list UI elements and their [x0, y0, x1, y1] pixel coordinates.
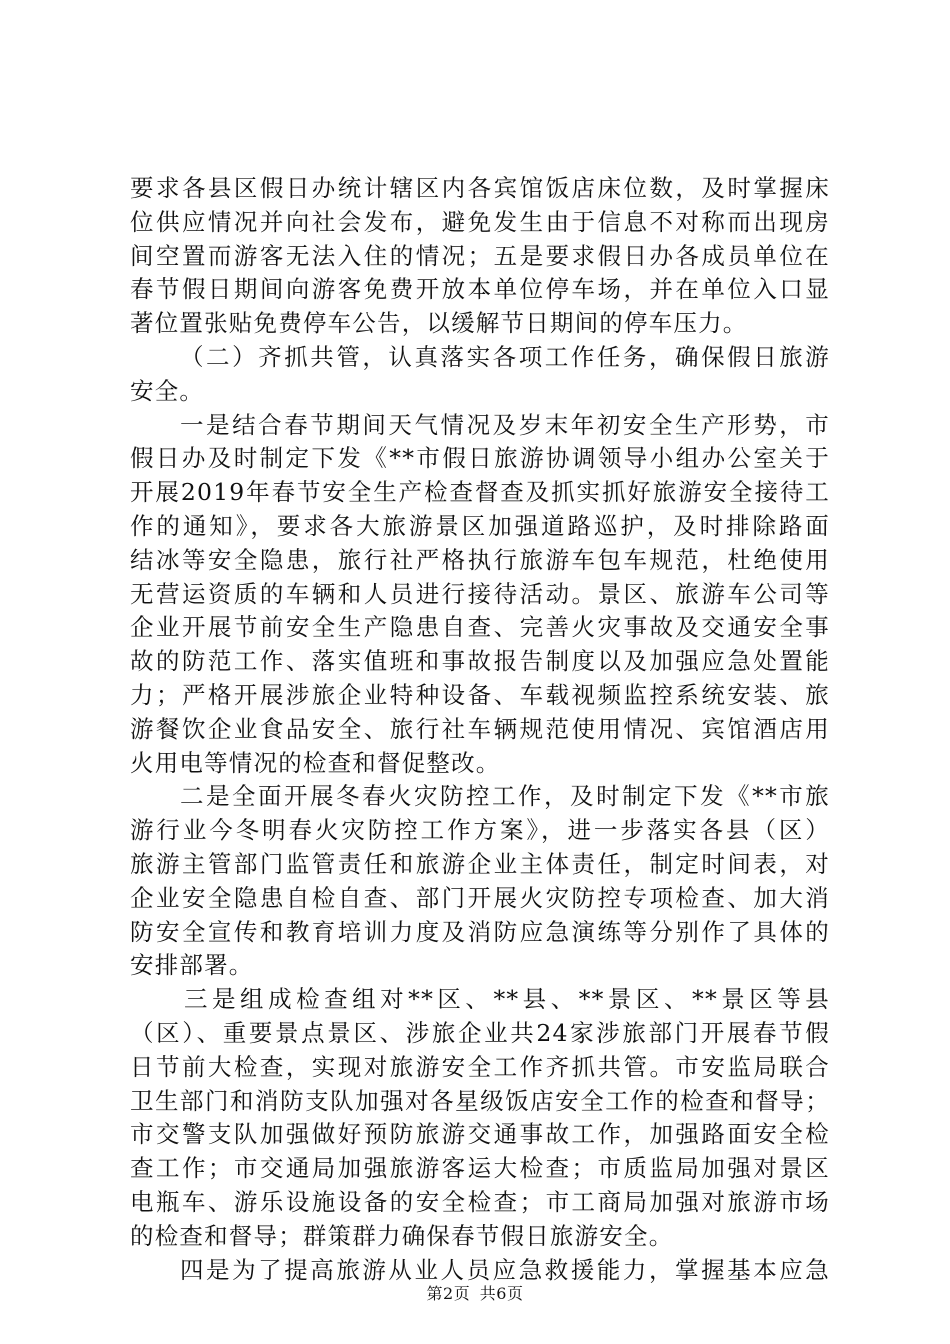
text-line: 二是全面开展冬春火灾防控工作，及时制定下发《**市旅 — [180, 782, 830, 811]
text-line: 间空置而游客无法入住的情况；五是要求假日办各成员单位在 — [130, 241, 830, 270]
text-line: 假日办及时制定下发《**市假日旅游协调领导小组办公室关于 — [130, 444, 830, 473]
document-body — [130, 172, 830, 1287]
text-line: 查工作；市交通局加强旅游客运大检查；市质监局加强对景区 — [130, 1154, 830, 1183]
text-line: 防安全宣传和教育培训力度及消防应急演练等分别作了具体的 — [130, 917, 830, 946]
text-line: 著位置张贴免费停车公告，以缓解节日期间的停车压力。 — [130, 309, 748, 338]
text-line: 无营运资质的车辆和人员进行接待活动。景区、旅游车公司等 — [130, 579, 830, 608]
text-line: 作的通知》，要求各大旅游景区加强道路巡护，及时排除路面 — [130, 511, 830, 540]
text-line: 结冰等安全隐患，旅行社严格执行旅游车包车规范，杜绝使用 — [130, 545, 830, 574]
text-line: 旅游主管部门监管责任和旅游企业主体责任，制定时间表，对 — [130, 849, 830, 878]
page-total: 共6页 — [479, 1284, 524, 1303]
text-line: 游餐饮企业食品安全、旅行社车辆规范使用情况、宾馆酒店用 — [130, 714, 830, 743]
text-line: 春节假日期间向游客免费开放本单位停车场，并在单位入口显 — [130, 275, 830, 304]
text-line: 开展2019年春节安全生产检查督查及抓实抓好旅游安全接待工 — [130, 478, 830, 507]
text-line: 要求各县区假日办统计辖区内各宾馆饭店床位数，及时掌握床 — [130, 174, 830, 202]
text-line: 火用电等情况的检查和督促整改。 — [130, 748, 501, 777]
text-line: 位供应情况并向社会发布，避免发生由于信息不对称而出现房 — [130, 207, 830, 236]
text-line: 的检查和督导；群策群力确保春节假日旅游安全。 — [130, 1221, 674, 1250]
text-line: 安排部署。 — [130, 951, 254, 980]
text-line: 企业开展节前安全生产隐患自查、完善火灾事故及交通安全事 — [130, 613, 830, 642]
text-line: 三是组成检查组对**区、**县、**景区、**景区等县 — [184, 985, 830, 1014]
text-line: 卫生部门和消防支队加强对各星级饭店安全工作的检查和督导； — [130, 1086, 830, 1115]
text-line: 市交警支队加强做好预防旅游交通事故工作，加强路面安全检 — [130, 1120, 830, 1149]
text-line: 力；严格开展涉旅企业特种设备、车载视频监控系统安装、旅 — [130, 680, 830, 709]
text-line: 企业安全隐患自检自查、部门开展火灾防控专项检查、加大消 — [130, 883, 830, 912]
text-line: 一是结合春节期间天气情况及岁末年初安全生产形势，市 — [180, 410, 830, 439]
page-footer — [0, 1284, 950, 1304]
text-line: 日节前大检查，实现对旅游安全工作齐抓共管。市安监局联合 — [130, 1052, 830, 1081]
text-line: 游行业今冬明春火灾防控工作方案》，进一步落实各县（区） — [130, 816, 830, 845]
section-heading-line: （二）齐抓共管，认真落实各项工作任务，确保假日旅游 — [180, 342, 830, 371]
text-line: 故的防范工作、落实值班和事故报告制度以及加强应急处置能 — [130, 647, 830, 676]
page-number: 第2页 — [426, 1284, 471, 1303]
text-line: 电瓶车、游乐设施设备的安全检查；市工商局加强对旅游市场 — [130, 1187, 830, 1216]
section-heading-line: 安全。 — [130, 376, 205, 405]
text-line: 四是为了提高旅游从业人员应急救援能力，掌握基本应急 — [180, 1255, 830, 1284]
text-line: （区）、重要景点景区、涉旅企业共24家涉旅部门开展春节假 — [130, 1018, 830, 1047]
